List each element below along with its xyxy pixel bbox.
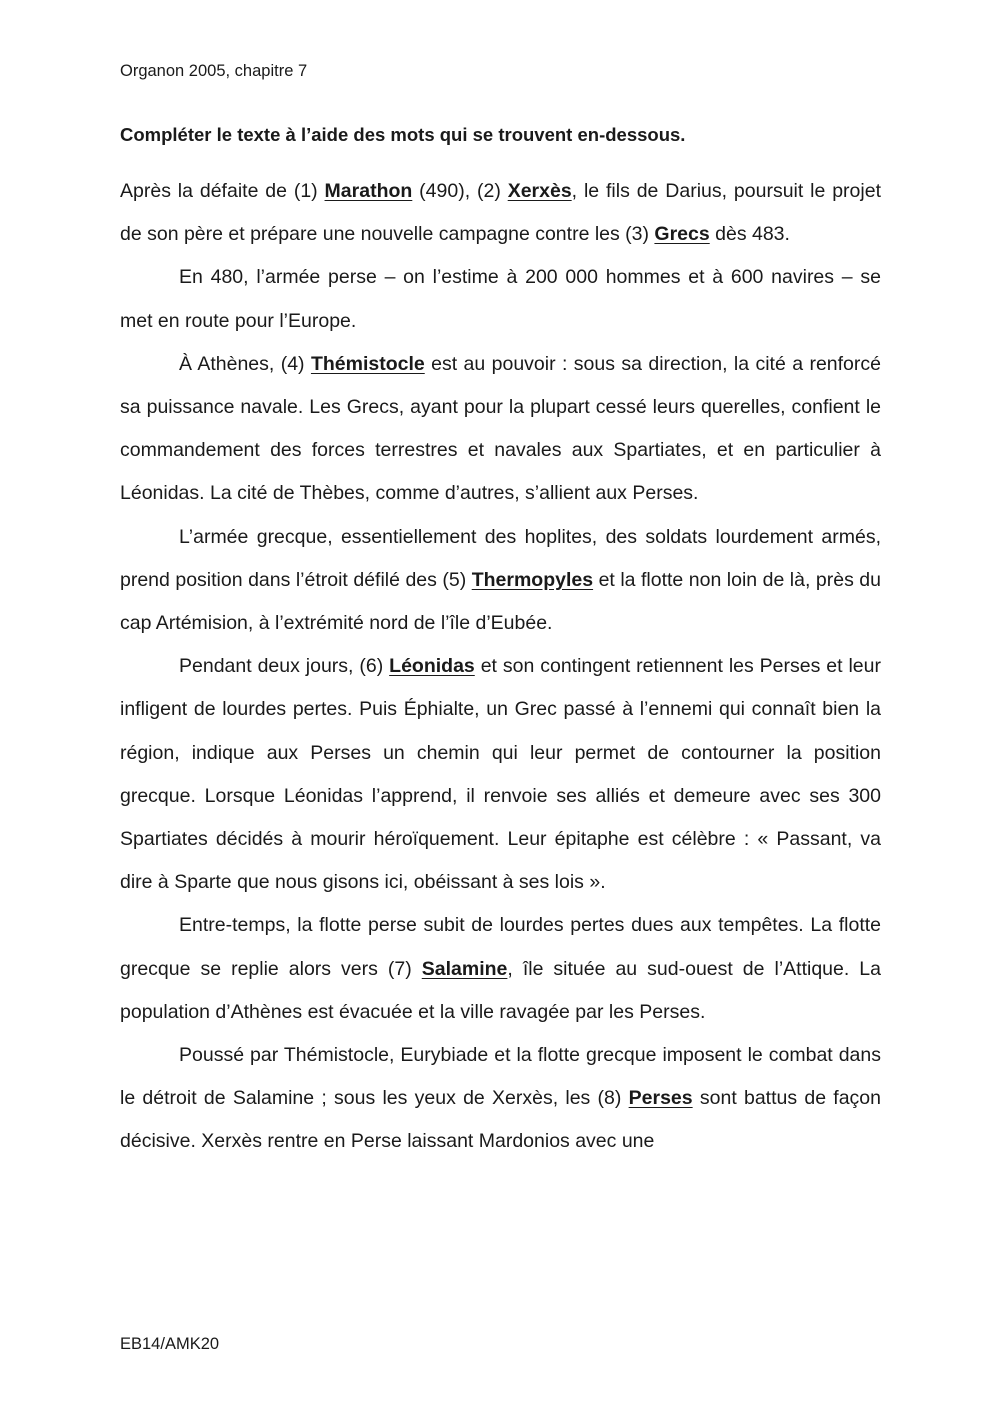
text-segment: À Athènes, (4) [179, 352, 311, 375]
text-segment: et son contingent retiennent les Perses et leur infligent de lourdes pertes. Puis Éphialte, un Grec passé à l’ennemi qui connaît bien la région, indique aux Perses un chemin qui leur permet de contourner la position grecque. Lorsque Léonidas l’apprend, il renvoie ses alliés et demeure avec ses 300 Spartiates décidés à mourir héroïquement. Leur épitaphe est célèbre : « Passant, va dire à Sparte que nous gisons ici, obéissant à ses lois ». [120, 655, 881, 894]
text-segment: et la flotte non loin de là, près du cap Artémision, à l’extrémité nord de l’île d’Eubée. [120, 568, 881, 635]
paragraph-6 [120, 904, 881, 1034]
text-segment: , île située au sud-ouest de l’Attique. La population d’Athènes est évacuée et la ville ravagée par les Perses. [120, 957, 881, 1023]
answer-8: Perses [628, 1087, 693, 1110]
text-segment: Après la défaite de (1) [120, 180, 325, 202]
paragraph-1 [120, 170, 881, 256]
answer-7: Salamine [421, 957, 508, 980]
answer-4: Thémistocle [310, 352, 425, 375]
answer-5: Thermopyles [471, 568, 594, 591]
text-segment: Poussé par Thémistocle, Eurybiade et la flotte grecque imposent le combat dans le détroit de Salamine ; sous les yeux de Xerxès, les (8) [120, 1044, 881, 1110]
text-segment: En 480, l’armée perse – on l’estime à 200 000 hommes et à 600 navires – se met en route pour l’Europe. [120, 266, 881, 332]
page-footer: EB14/AMK20 [120, 1335, 220, 1353]
text-segment: Entre-temps, la flotte perse subit de lourdes pertes dues aux tempêtes. La flotte grecque se replie alors vers (7) [120, 914, 881, 980]
exercise-text [120, 170, 881, 1164]
paragraph-5 [120, 645, 881, 904]
paragraph-3 [120, 343, 881, 516]
text-segment: dès 483. [709, 223, 790, 246]
text-segment: Pendant deux jours, (6) [179, 655, 390, 678]
paragraph-2 [120, 256, 881, 342]
answer-3: Grecs [654, 223, 710, 246]
paragraph-4 [120, 516, 881, 646]
page-header: Organon 2005, chapitre 7 [120, 62, 308, 80]
text-segment: , le fils de Darius, poursuit le projet de son père et prépare une nouvelle campagne contre les (3) [120, 180, 881, 246]
exercise-instruction: Compléter le texte à l’aide des mots qui se trouvent en-dessous. [120, 124, 686, 145]
text-segment: L’armée grecque, essentiellement des hoplites, des soldats lourdement armés, prend position dans l’étroit défilé des (5) [120, 525, 881, 591]
text-segment: sont battus de façon décisive. Xerxès rentre en Perse laissant Mardonios avec une [120, 1087, 881, 1153]
text-segment: (490), (2) [412, 180, 508, 202]
text-segment: est au pouvoir : sous sa direction, la cité a renforcé sa puissance navale. Les Grecs, ayant pour la plupart cessé leurs querelles, confient le commandement des forces terrestres et navales aux Spartiates, et en particulier à Léonidas. La cité de Thèbes, comme d’autres, s’allient aux Perses. [120, 352, 881, 505]
paragraph-7 [120, 1034, 881, 1164]
answer-1: Marathon [324, 180, 413, 202]
answer-6: Léonidas [389, 655, 475, 678]
answer-2: Xerxès [507, 180, 572, 202]
